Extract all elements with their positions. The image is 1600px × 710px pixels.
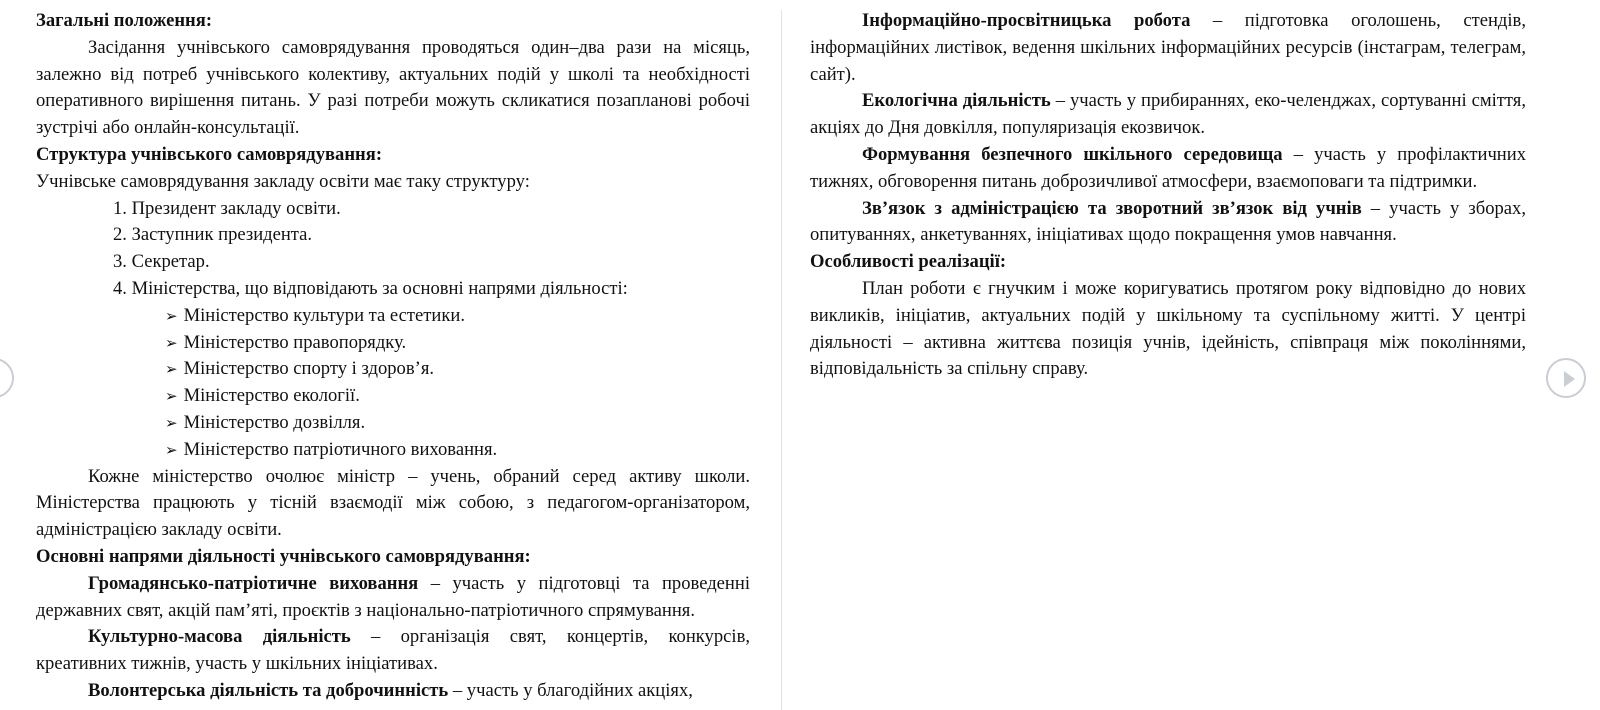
next-page-button[interactable] xyxy=(1546,358,1586,398)
document-page-right xyxy=(810,8,1526,383)
direction-text: – участь у підготовці та проведенні державних свят, акцій пам’яті, проєктів з національно-патріотичного спрямування. xyxy=(36,572,750,621)
document-page-left xyxy=(36,8,750,705)
ministry-label: Міністерство правопорядку. xyxy=(183,331,407,353)
arrow-bullet-icon: ➢ xyxy=(165,360,178,379)
direction-paragraph xyxy=(36,678,750,705)
arrow-bullet-icon: ➢ xyxy=(165,440,178,459)
ministry-label: Міністерство екології. xyxy=(183,385,360,407)
ministry-label: Міністерство дозвілля. xyxy=(183,411,366,433)
ministry-item xyxy=(36,383,750,410)
direction-title: Екологічна діяльність xyxy=(862,90,1051,112)
ministry-item xyxy=(36,410,750,437)
direction-text: – організація свят, концертів, конкурсів, креативних тижнів, участь у шкільних ініціативах. xyxy=(36,626,750,675)
arrow-bullet-icon: ➢ xyxy=(165,306,178,325)
structure-heading: Структура учнівського самоврядування: xyxy=(36,143,383,165)
features-paragraph: План роботи є гнучким і може коригуватись протягом року відповідно до нових викликів, ініціатив, актуальних подій у шкільному та суспільному житті. У центрі діяльності – активна життєва позиція учнів, ідейність, співпраця між поколіннями, відповідальність за спільну справу. xyxy=(810,277,1526,380)
direction-title: Культурно-масова діяльність xyxy=(88,626,351,648)
arrow-bullet-icon: ➢ xyxy=(165,387,178,406)
general-paragraph: Засідання учнівського самоврядування проводяться один–два рази на місяць, залежно від потреб учнівського колективу, актуальних подій у школі та необхідності оперативного вирішення питань. У разі потреби можуть скликатися позапланові робочі зустрічі або онлайн-консультації. xyxy=(36,36,750,139)
ministry-item xyxy=(36,356,750,383)
structure-item: 4. Міністерства, що відповідають за основні напрями діяльності: xyxy=(113,277,628,299)
direction-paragraph xyxy=(810,196,1526,250)
direction-title: Зв’язок з адміністрацією та зворотний зв’язок від учнів xyxy=(862,197,1362,219)
direction-title: Формування безпечного шкільного середовища xyxy=(862,143,1283,165)
structure-item: 2. Заступник президента. xyxy=(113,224,313,246)
ministry-label: Міністерство патріотичного виховання. xyxy=(183,438,498,460)
ministry-label: Міністерство культури та естетики. xyxy=(183,304,465,326)
arrow-bullet-icon: ➢ xyxy=(165,333,178,352)
direction-title: Інформаційно-просвітницька робота xyxy=(862,10,1191,31)
direction-text: – підготовка оголошень, стендів, інформаційних листівок, ведення шкільних інформаційних ресурсів (інстаграм, телеграм, сайт). xyxy=(810,10,1526,85)
direction-paragraph xyxy=(810,8,1526,88)
direction-paragraph xyxy=(36,571,750,625)
arrow-bullet-icon: ➢ xyxy=(165,413,178,432)
direction-paragraph xyxy=(36,624,750,678)
ministry-item xyxy=(36,437,750,464)
direction-text: – участь у зборах, опитуваннях, анкетуваннях, ініціативах щодо покращення умов навчання. xyxy=(810,197,1526,246)
ministry-item xyxy=(36,303,750,330)
direction-text: – участь у прибираннях, еко-челенджах, сортуванні сміття, акціях до Дня довкілля, популяризація екозвичок. xyxy=(810,90,1526,139)
ministry-item xyxy=(36,330,750,357)
general-heading: Загальні положення: xyxy=(36,10,213,31)
direction-title: Громадянсько-патріотичне виховання xyxy=(88,572,419,594)
directions-heading: Основні напрями діяльності учнівського самоврядування: xyxy=(36,545,531,567)
ministers-paragraph: Кожне міністерство очолює міністр – учень, обраний серед активу школи. Міністерства працюють у тісній взаємодії між собою, з педагогом-організатором, адміністрацією закладу освіти. xyxy=(36,465,750,541)
features-heading: Особливості реалізації: xyxy=(810,251,1007,273)
play-arrow-icon xyxy=(1564,371,1575,387)
structure-item: 1. Президент закладу освіти. xyxy=(113,197,341,219)
ministry-label: Міністерство спорту і здоров’я. xyxy=(183,358,435,380)
direction-paragraph xyxy=(810,88,1526,142)
direction-text: – участь у профілактичних тижнях, обговорення питань доброзичливої атмосфери, взаємоповаги та підтримки. xyxy=(810,143,1526,192)
structure-intro: Учнівське самоврядування закладу освіти має таку структуру: xyxy=(36,170,530,192)
direction-paragraph xyxy=(810,142,1526,196)
structure-item: 3. Секретар. xyxy=(113,251,210,273)
page-divider xyxy=(781,10,782,710)
direction-text: – участь у благодійних акціях, xyxy=(448,679,693,701)
previous-page-button[interactable] xyxy=(0,358,14,398)
direction-title: Волонтерська діяльність та доброчинність xyxy=(88,679,449,701)
